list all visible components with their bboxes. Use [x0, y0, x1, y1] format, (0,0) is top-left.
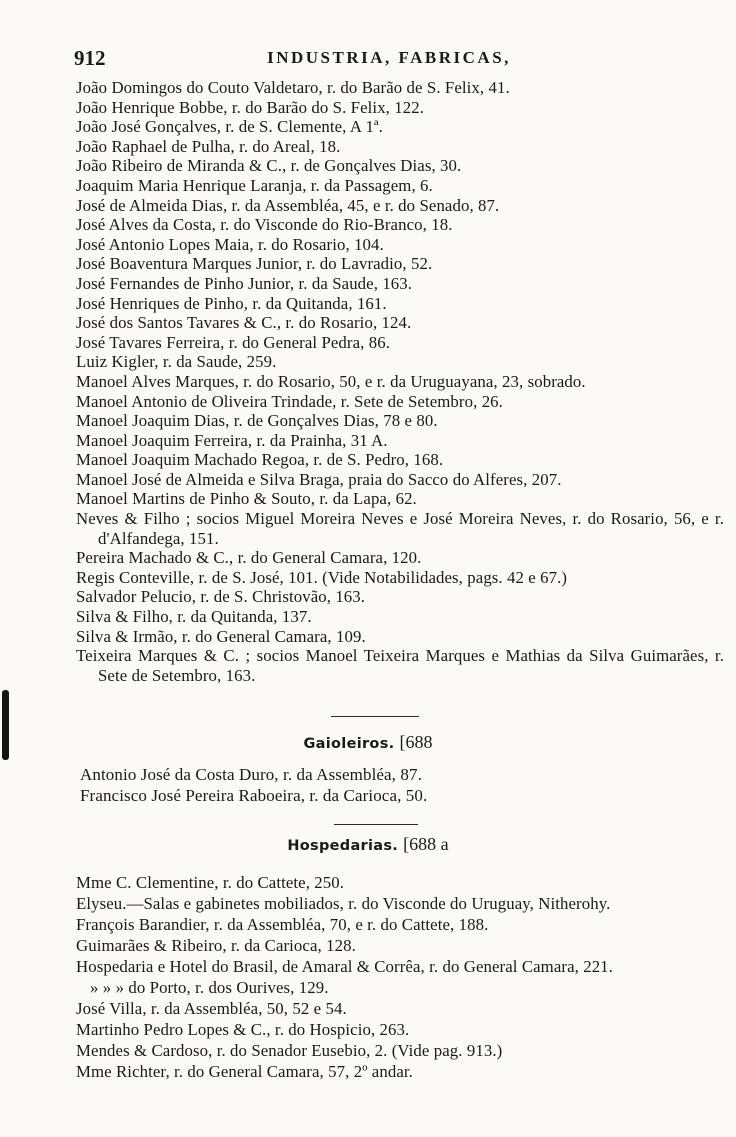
directory-list	[76, 78, 724, 685]
list-item: José Tavares Ferreira, r. do General Pedra, 86.	[76, 332, 391, 352]
list-item: José dos Santos Tavares & C., r. do Rosario, 124.	[76, 313, 412, 333]
section-title-text: Gaioleiros.	[303, 736, 395, 752]
list-item: Mendes & Cardoso, r. do Senador Eusebio, 2. (Vide pag. 913.)	[76, 1041, 503, 1060]
list-item: Joaquim Maria Henrique Laranja, r. da Passagem, 6.	[76, 175, 433, 195]
page-header	[74, 46, 704, 76]
list-item: Mme C. Clementine, r. do Cattete, 250.	[76, 873, 345, 892]
list-item: Pereira Machado & C., r. do General Camara, 120.	[76, 548, 422, 568]
gaioleiros-list	[80, 764, 720, 806]
list-item: José Fernandes de Pinho Junior, r. da Saude, 163.	[76, 273, 413, 293]
list-item: Francisco José Pereira Raboeira, r. da Carioca, 50.	[80, 786, 428, 805]
list-item: Salvador Pelucio, r. de S. Christovão, 163.	[76, 587, 366, 607]
list-item: Manoel Joaquim Ferreira, r. da Prainha, 31 A.	[76, 430, 388, 450]
list-item: José Villa, r. da Assembléa, 50, 52 e 54.	[76, 999, 347, 1018]
list-item: Mme Richter, r. do General Camara, 57, 2º andar.	[76, 1062, 413, 1081]
list-item: Manoel Joaquim Machado Regoa, r. de S. Pedro, 168.	[76, 450, 444, 470]
list-item: Regis Conteville, r. de S. José, 101. (Vide Notabilidades, pags. 42 e 67.)	[76, 567, 568, 587]
list-item: Manoel José de Almeida e Silva Braga, praia do Sacco do Alferes, 207.	[76, 469, 562, 489]
section-ref: [688	[399, 732, 433, 752]
list-item: Martinho Pedro Lopes & C., r. do Hospicio, 263.	[76, 1020, 410, 1039]
section-title-hospedarias	[0, 834, 736, 855]
list-item: Hospedaria e Hotel do Brasil, de Amaral & Corrêa, r. do General Camara, 221.	[76, 957, 613, 976]
hospedarias-list	[76, 872, 726, 1082]
list-item: Manoel Antonio de Oliveira Trindade, r. Sete de Setembro, 26.	[76, 391, 503, 411]
list-item: João Ribeiro de Miranda & C., r. de Gonçalves Dias, 30.	[76, 156, 462, 176]
list-item: Neves & Filho ; socios Miguel Moreira Neves e José Moreira Neves, r. do Rosario, 56, e r. d'Alfandega, 151.	[76, 509, 724, 548]
section-divider	[331, 716, 419, 717]
list-item: João Henrique Bobbe, r. do Barão do S. Felix, 122.	[76, 97, 425, 117]
list-item: João Domingos do Couto Valdetaro, r. do Barão de S. Felix, 41.	[76, 78, 510, 97]
list-item: Luiz Kigler, r. da Saude, 259.	[76, 352, 277, 372]
section-title-gaioleiros	[0, 732, 736, 753]
section-divider	[334, 824, 418, 825]
list-item: Silva & Irmão, r. do General Camara, 109.	[76, 626, 366, 646]
running-title: INDUSTRIA, FABRICAS,	[267, 48, 511, 67]
list-item: Manoel Joaquim Dias, r. de Gonçalves Dias, 78 e 80.	[76, 411, 438, 431]
list-item: José Antonio Lopes Maia, r. do Rosario, 104.	[76, 234, 384, 254]
list-item: João Raphael de Pulha, r. do Areal, 18.	[76, 136, 341, 156]
list-item: Antonio José da Costa Duro, r. da Assembléa, 87.	[80, 765, 422, 784]
section-ref: [688 a	[403, 834, 449, 854]
list-item: Manoel Martins de Pinho & Souto, r. da Lapa, 62.	[76, 489, 417, 509]
list-item: José de Almeida Dias, r. da Assembléa, 45, e r. do Senado, 87.	[76, 195, 500, 215]
list-item: José Alves da Costa, r. do Visconde do Rio-Branco, 18.	[76, 215, 453, 235]
list-item: François Barandier, r. da Assembléa, 70, e r. do Cattete, 188.	[76, 915, 489, 934]
list-item: » » » do Porto, r. dos Ourives, 129.	[90, 978, 329, 997]
list-item: José Henriques de Pinho, r. da Quitanda, 161.	[76, 293, 387, 313]
list-item: Teixeira Marques & C. ; socios Manoel Teixeira Marques e Mathias da Silva Guimarães, r. Sete de Setembro, 163.	[76, 646, 724, 685]
section-title-text: Hospedarias.	[287, 838, 399, 854]
list-item: João José Gonçalves, r. de S. Clemente, A 1ª.	[76, 117, 383, 137]
list-item: José Boaventura Marques Junior, r. do Lavradio, 52.	[76, 254, 433, 274]
list-item: Guimarães & Ribeiro, r. da Carioca, 128.	[76, 936, 356, 955]
list-item: Silva & Filho, r. da Quitanda, 137.	[76, 607, 312, 627]
list-item: Elyseu.—Salas e gabinetes mobiliados, r. do Visconde do Uruguay, Nitherohy.	[76, 894, 611, 913]
page-number: 912	[74, 46, 106, 70]
list-item: Manoel Alves Marques, r. do Rosario, 50, e r. da Uruguayana, 23, sobrado.	[76, 371, 586, 391]
